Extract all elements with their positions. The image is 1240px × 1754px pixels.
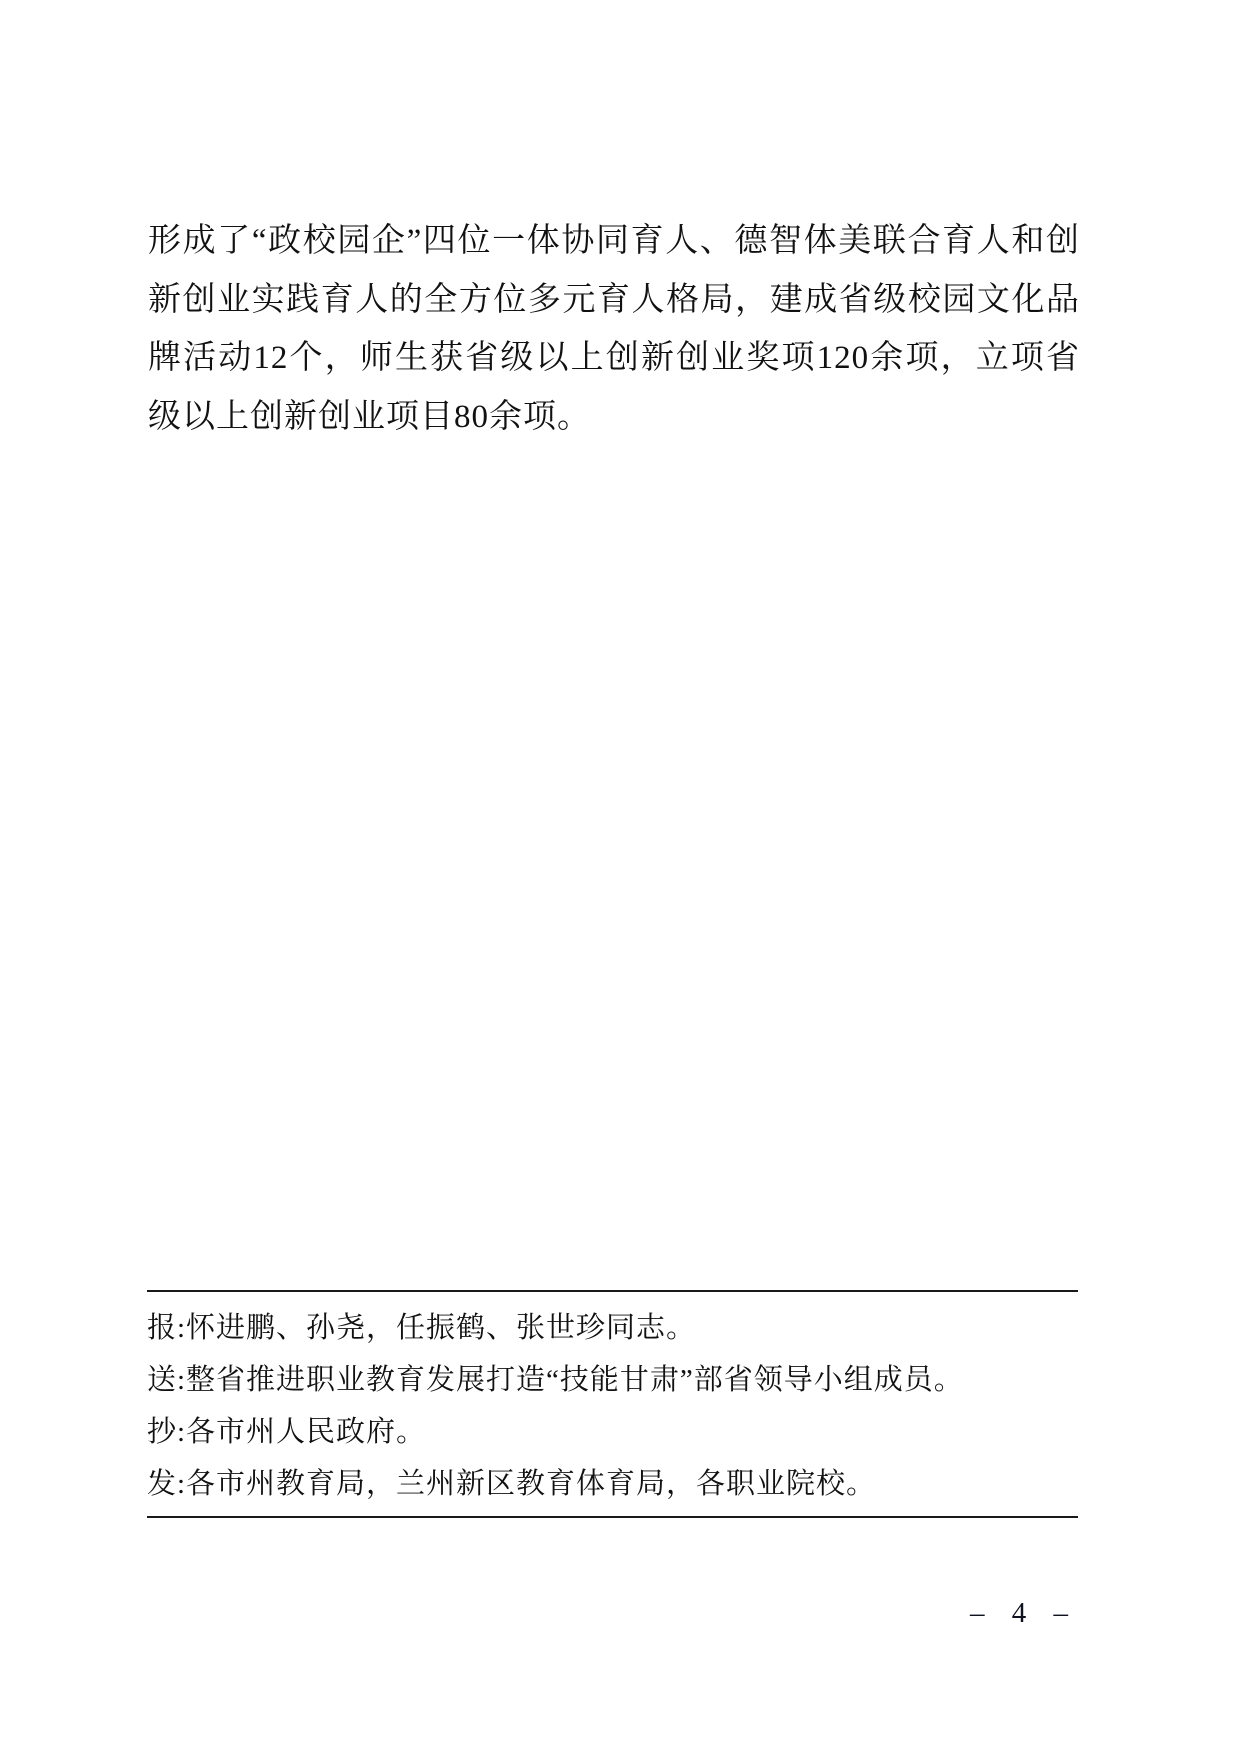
distribution-list <box>147 1290 1078 1518</box>
page-number: – 4 – <box>970 1597 1078 1629</box>
distribution-line-bao: 报:怀进鹏、孙尧，任振鹤、张世珍同志。 <box>147 1312 697 1344</box>
body-paragraph: 形成了“政校园企”四位一体协同育人、德智体美联合育人和创新创业实践育人的全方位多元育人格局，建成省级校园文化品牌活动12个，师生获省级以上创新创业奖项120余项，立项省级以上创新创业项目80余项。 <box>148 223 1080 435</box>
distribution-line-fa: 发:各市州教育局，兰州新区教育体育局，各职业院校。 <box>147 1468 877 1500</box>
distribution-line-song: 送:整省推进职业教育发展打造“技能甘肃”部省领导小组成员。 <box>147 1364 964 1396</box>
distribution-line-chao: 抄:各市州人民政府。 <box>147 1416 427 1448</box>
